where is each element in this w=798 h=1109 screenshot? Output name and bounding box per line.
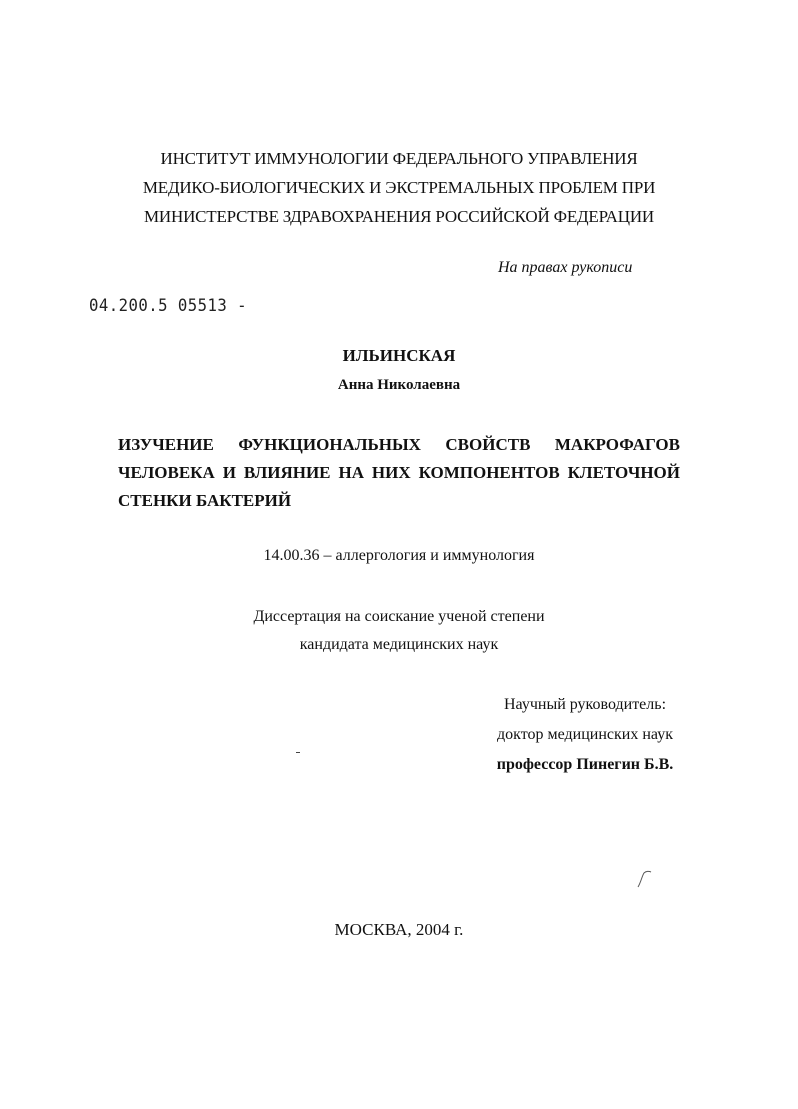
author-surname: ИЛЬИНСКАЯ <box>342 346 456 365</box>
institute-line-1: ИНСТИТУТ ИММУНОЛОГИИ ФЕДЕРАЛЬНОГО УПРАВЛЕНИЯ <box>160 149 638 168</box>
title-line-1: ИЗУЧЕНИЕ ФУНКЦИОНАЛЬНЫХ СВОЙСТВ МАКРОФАГОВ <box>118 435 680 454</box>
specialty-code: 14.00.36 – аллергология и иммунология <box>263 547 535 564</box>
city-year: МОСКВА, 2004 г. <box>334 920 464 939</box>
title-line-2: ЧЕЛОВЕКА И ВЛИЯНИЕ НА НИХ КОМПОНЕНТОВ КЛЕТОЧНОЙ <box>118 463 680 482</box>
degree-statement <box>0 603 798 659</box>
scan-mark-squiggle <box>636 870 652 888</box>
supervisor-label: Научный руководитель: <box>503 696 667 713</box>
scan-mark-dash <box>296 752 300 753</box>
degree-line-1: Диссертация на соискание ученой степени <box>253 608 545 625</box>
supervisor-name: профессор Пинегин Б.В. <box>496 756 674 773</box>
institute-line-3: МИНИСТЕРСТВЕ ЗДРАВОХРАНЕНИЯ РОССИЙСКОЙ ФЕДЕРАЦИИ <box>144 207 654 226</box>
supervisor-degree: доктор медицинских наук <box>497 726 673 743</box>
degree-line-2: кандидата медицинских наук <box>299 636 499 653</box>
supervisor-block <box>470 690 700 780</box>
registration-stamp: 04.200.5 05513 - <box>89 296 248 316</box>
author-given-name: Анна Николаевна <box>337 377 461 393</box>
institute-line-2: МЕДИКО-БИОЛОГИЧЕСКИХ И ЭКСТРЕМАЛЬНЫХ ПРОБЛЕМ ПРИ <box>142 178 656 197</box>
dissertation-title <box>118 431 680 515</box>
rights-note: На правах рукописи <box>498 259 633 276</box>
institute-heading <box>0 144 798 231</box>
title-line-3: СТЕНКИ БАКТЕРИЙ <box>118 491 292 510</box>
